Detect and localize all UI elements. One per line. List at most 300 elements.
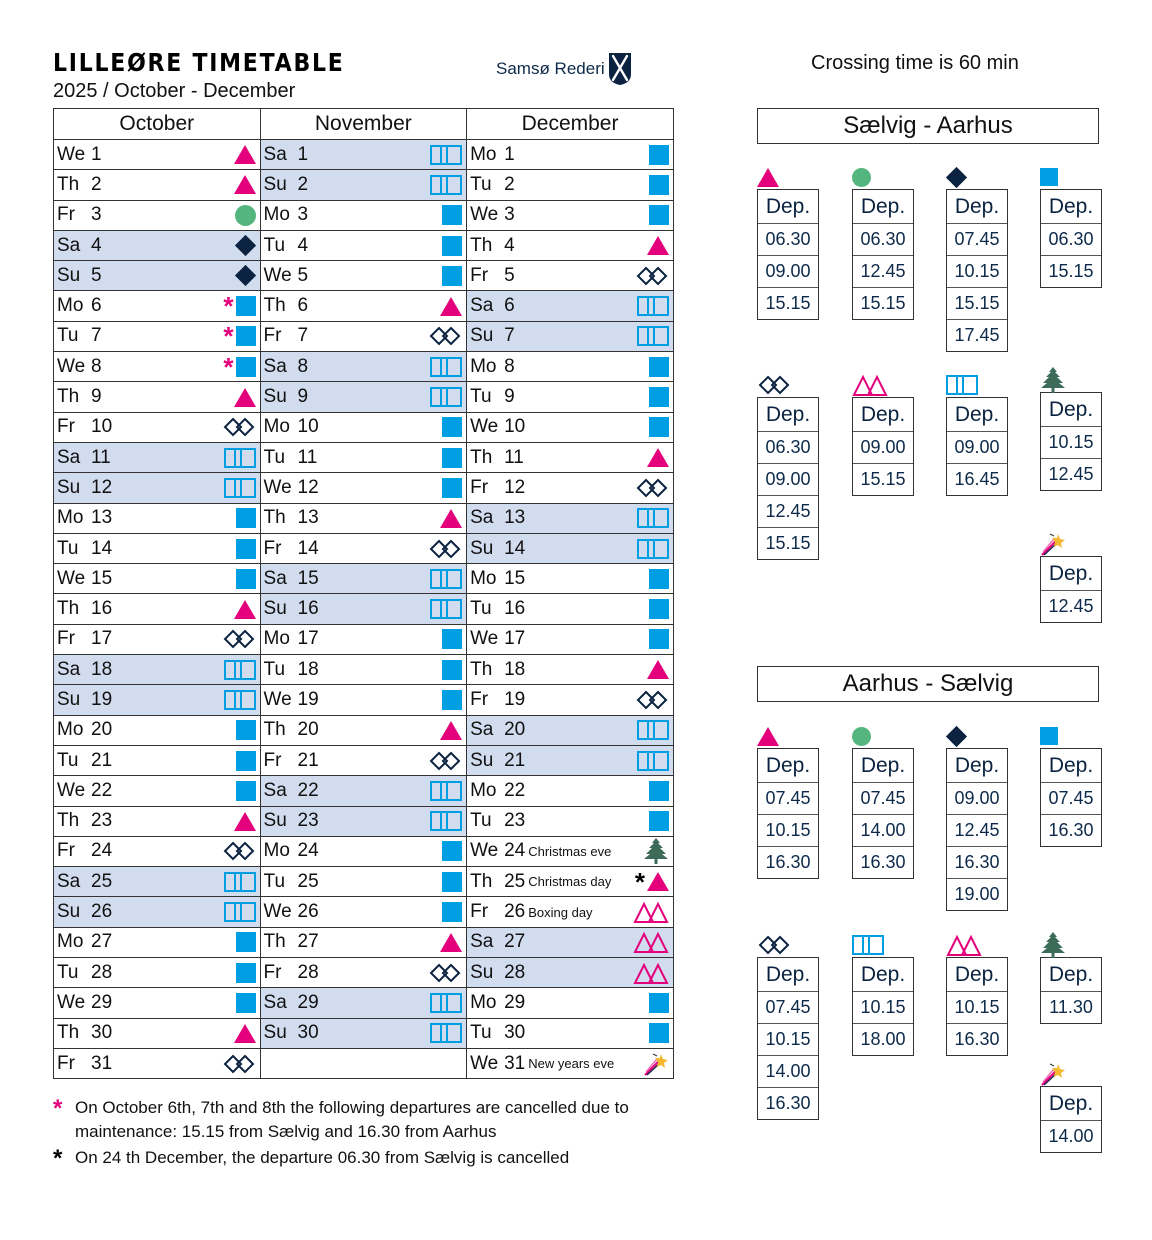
schedule-icons [442, 205, 462, 225]
calendar-row [54, 140, 674, 170]
schedule-icons [234, 388, 256, 407]
schedule-icons [637, 720, 669, 740]
logo-text: Samsø Rederi [496, 59, 605, 78]
dep-header: Dep. [1048, 754, 1094, 777]
schedule-icons [223, 291, 255, 322]
weekday-label: Su [57, 476, 81, 498]
day-number: 16 [504, 598, 526, 620]
day-cell-december-16 [467, 594, 674, 624]
schedule-icons [224, 448, 256, 468]
weekday-label: Tu [470, 386, 492, 408]
weekday-label: Su [470, 961, 494, 983]
shield-oars-icon [608, 52, 632, 86]
blue-square-icon [442, 205, 462, 225]
schedule-icons [442, 478, 462, 498]
weekday-label: Sa [57, 870, 81, 892]
schedule-icons [236, 932, 256, 952]
departure-table [1040, 189, 1102, 288]
schedule-icons [635, 478, 669, 498]
day-number: 2 [297, 173, 309, 195]
schedule-icons [442, 660, 462, 680]
double-box-outline-icon [430, 357, 462, 377]
schedule-icons [224, 660, 256, 680]
double-diamond-icon [428, 326, 462, 346]
pink-triangle-icon [757, 168, 779, 187]
schedule-icons [649, 1023, 669, 1043]
calendar-row [54, 776, 674, 806]
schedule-icons [428, 963, 462, 983]
departure-time: 15.15 [947, 287, 1007, 319]
weekday-label: Th [57, 810, 80, 832]
blue-square-icon [442, 872, 462, 892]
day-cell-november-15 [260, 564, 467, 594]
schedule-icons [236, 963, 256, 983]
pink-triangle-icon [440, 721, 462, 740]
brand-logo [496, 52, 632, 86]
schedule-icons [649, 175, 669, 195]
double-box-outline-icon [637, 539, 669, 559]
blue-square-icon [236, 963, 256, 983]
schedule-icons [223, 351, 255, 382]
schedule-icons [635, 266, 669, 286]
double-diamond-icon [222, 1054, 256, 1074]
weekday-label: Fr [263, 749, 282, 771]
departure-group-firework [1040, 532, 1100, 623]
departure-time: 19.00 [947, 878, 1007, 910]
weekday-label: Th [57, 386, 80, 408]
day-number: 20 [504, 719, 526, 741]
departure-table [757, 189, 819, 320]
day-cell-november-29 [260, 988, 467, 1018]
weekday-label: Sa [57, 446, 81, 468]
day-number: 6 [504, 295, 515, 317]
double-box-outline-icon [224, 660, 256, 680]
black-asterisk-icon: * [634, 866, 645, 897]
weekday-label: Th [470, 446, 493, 468]
green-circle-icon [235, 205, 256, 226]
day-number: 30 [297, 1022, 319, 1044]
day-cell-december-11 [467, 442, 674, 472]
blue-square-icon [649, 205, 669, 225]
departure-table [946, 957, 1008, 1056]
blue-square-icon [1040, 168, 1058, 186]
departure-time: 17.45 [947, 319, 1007, 351]
weekday-label: We [57, 779, 86, 801]
blue-square-icon [236, 781, 256, 801]
day-number: 30 [91, 1022, 113, 1044]
double-diamond-icon [222, 841, 256, 861]
day-number: 18 [504, 658, 526, 680]
departure-group-diamond [946, 165, 1006, 352]
departure-table [757, 957, 819, 1120]
day-number: 13 [297, 507, 319, 529]
calendar-row [54, 958, 674, 988]
weekday-label: We [263, 476, 292, 498]
navy-diamond-icon [946, 166, 967, 187]
schedule-icons [649, 781, 669, 801]
schedule-icons [234, 145, 256, 164]
day-cell-october-20 [54, 715, 261, 745]
day-number: 16 [91, 598, 113, 620]
day-number: 12 [297, 476, 319, 498]
navy-diamond-icon [946, 725, 967, 746]
schedule-icons [440, 509, 462, 528]
group-icon-wrap [1040, 933, 1100, 957]
departure-time: 07.45 [947, 223, 1007, 255]
group-icon-wrap [852, 165, 912, 189]
schedule-icons [637, 539, 669, 559]
day-number: 9 [504, 386, 515, 408]
departure-time: 06.30 [1041, 223, 1101, 255]
footnote-text: On October 6th, 7th and 8th the following departures are cancelled due to [75, 1098, 629, 1117]
day-cell-october-2 [54, 170, 261, 200]
dep-header: Dep. [860, 195, 906, 218]
day-number: 2 [91, 173, 102, 195]
double-diamond-icon [428, 751, 462, 771]
navy-diamond-icon [234, 235, 255, 256]
schedule-icons [430, 357, 462, 377]
weekday-label: Mo [470, 567, 497, 589]
weekday-label: Su [57, 264, 81, 286]
weekday-label: Tu [57, 961, 79, 983]
schedule-icons [224, 872, 256, 892]
schedule-icons [649, 145, 669, 165]
double-box-outline-icon [224, 690, 256, 710]
schedule-icons [643, 837, 669, 865]
day-number: 19 [91, 688, 113, 710]
double-box-outline-icon [430, 781, 462, 801]
day-number: 21 [504, 749, 526, 771]
departure-time: 12.45 [1041, 458, 1101, 490]
departure-time: 10.15 [947, 255, 1007, 287]
blue-square-icon [236, 357, 256, 377]
weekday-label: Mo [470, 779, 497, 801]
month-header-december: December [467, 109, 674, 140]
schedule-icons [430, 781, 462, 801]
departure-time: 14.00 [853, 814, 913, 846]
calendar-row [54, 321, 674, 351]
departure-table [946, 397, 1008, 496]
departure-time: 18.00 [853, 1023, 913, 1055]
day-number: 26 [297, 901, 319, 923]
group-icon-wrap [757, 373, 817, 397]
group-icon-wrap [946, 373, 1006, 397]
dep-header: Dep. [1048, 195, 1094, 218]
calendar-row [54, 533, 674, 563]
day-cell-december-13 [467, 503, 674, 533]
pink-triangle-icon [647, 448, 669, 467]
blue-square-icon [1040, 727, 1058, 745]
holiday-note: Christmas day [528, 874, 612, 890]
blue-square-icon [442, 236, 462, 256]
weekday-label: We [57, 567, 86, 589]
holiday-note: New years eve [528, 1056, 615, 1072]
day-cell-december-5 [467, 261, 674, 291]
weekday-label: Su [263, 598, 287, 620]
weekday-label: Su [470, 537, 494, 559]
route-header-saelvig-aarhus: Sælvig - Aarhus [757, 108, 1099, 144]
double-box-outline-icon [637, 751, 669, 771]
schedule-icons [637, 326, 669, 346]
day-cell-november-20 [260, 715, 467, 745]
departure-time: 09.00 [947, 431, 1007, 463]
dep-header: Dep. [860, 963, 906, 986]
month-header-october: October [54, 109, 261, 140]
group-icon-wrap [946, 724, 1006, 748]
schedule-icons [234, 1024, 256, 1043]
day-number: 15 [297, 567, 319, 589]
day-cell-october-28 [54, 958, 261, 988]
departure-group-double-triangle [946, 933, 1006, 1056]
day-cell-december-4 [467, 230, 674, 260]
blue-square-icon [236, 296, 256, 316]
day-number: 6 [91, 295, 102, 317]
day-cell-november-7 [260, 321, 467, 351]
double-triangle-outline-icon [633, 901, 669, 923]
day-number: 27 [297, 931, 319, 953]
calendar-row [54, 442, 674, 472]
day-cell-november-16 [260, 594, 467, 624]
schedule-icons [235, 205, 256, 226]
footnote-maintenance [53, 1096, 629, 1143]
departure-time: 16.30 [947, 846, 1007, 878]
day-number: 25 [91, 870, 113, 892]
day-cell-november-4 [260, 230, 467, 260]
day-cell-october-23 [54, 806, 261, 836]
weekday-label: Fr [263, 325, 282, 347]
blue-square-icon [649, 629, 669, 649]
day-number: 22 [91, 779, 113, 801]
day-number: 3 [297, 204, 309, 226]
blue-square-icon [442, 690, 462, 710]
day-number: 3 [91, 204, 102, 226]
green-circle-icon [852, 727, 871, 746]
day-cell-november-11 [260, 442, 467, 472]
day-cell-december-8 [467, 352, 674, 382]
day-number: 20 [91, 719, 113, 741]
day-number: 24 [91, 840, 113, 862]
dep-header: Dep. [954, 403, 1000, 426]
schedule-icons [430, 811, 462, 831]
navy-diamond-icon [234, 265, 255, 286]
party-popper-icon [1040, 1061, 1066, 1087]
day-cell-november-18 [260, 655, 467, 685]
pink-triangle-icon [234, 145, 256, 164]
departure-table [852, 957, 914, 1056]
dep-header: Dep. [765, 403, 811, 426]
day-cell-october-30 [54, 1018, 261, 1048]
day-number: 9 [297, 386, 309, 408]
blue-square-icon [236, 508, 256, 528]
calendar-row [54, 867, 674, 897]
departure-time: 12.45 [1041, 590, 1101, 622]
departure-time: 10.15 [853, 991, 913, 1023]
footnote-text: On 24 th December, the departure 06.30 from Sælvig is cancelled [75, 1148, 570, 1167]
double-box-outline-icon [430, 811, 462, 831]
page-title: LILLEØRE TIMETABLE [53, 48, 345, 77]
day-cell-december-15 [467, 564, 674, 594]
schedule-icons [222, 629, 256, 649]
day-cell-october-3 [54, 200, 261, 230]
dep-header: Dep. [765, 754, 811, 777]
weekday-label: Sa [470, 295, 494, 317]
day-number: 7 [297, 325, 309, 347]
blue-square-icon [236, 993, 256, 1013]
day-cell-november-25 [260, 867, 467, 897]
blue-square-icon [649, 1023, 669, 1043]
weekday-label: We [263, 688, 292, 710]
departure-time: 16.30 [758, 846, 818, 878]
day-number: 28 [91, 961, 113, 983]
weekday-label: Su [57, 688, 81, 710]
dep-header: Dep. [1048, 1092, 1094, 1115]
schedule-icons [428, 751, 462, 771]
day-number: 14 [91, 537, 113, 559]
departure-time: 15.15 [853, 287, 913, 319]
day-cell-december-2 [467, 170, 674, 200]
double-box-outline-icon [430, 1023, 462, 1043]
day-cell-october-14 [54, 533, 261, 563]
schedule-icons [643, 1051, 669, 1077]
day-cell-november-9 [260, 382, 467, 412]
blue-square-icon [649, 993, 669, 1013]
weekday-label: Th [57, 598, 80, 620]
calendar-row [54, 503, 674, 533]
departure-time: 09.00 [947, 782, 1007, 814]
double-triangle-outline-icon [633, 931, 669, 953]
pink-triangle-icon [234, 1024, 256, 1043]
day-number: 11 [504, 446, 524, 468]
double-diamond-icon [222, 417, 256, 437]
day-number: 27 [91, 931, 113, 953]
departure-group-double-box [946, 373, 1006, 496]
double-box-outline-icon [224, 872, 256, 892]
day-cell-november-24 [260, 836, 467, 866]
day-cell-october-12 [54, 473, 261, 503]
day-cell-november-13 [260, 503, 467, 533]
calendar-row [54, 594, 674, 624]
departure-group-tree [1040, 933, 1100, 1024]
departure-time: 09.00 [758, 463, 818, 495]
schedule-icons [633, 901, 669, 923]
day-number: 23 [504, 810, 526, 832]
day-number: 28 [297, 961, 319, 983]
schedule-icons [430, 599, 462, 619]
blue-square-icon [236, 751, 256, 771]
day-cell-december-6 [467, 291, 674, 321]
weekday-label: Tu [263, 870, 286, 892]
day-cell-november-22 [260, 776, 467, 806]
route-header-aarhus-saelvig: Aarhus - Sælvig [757, 666, 1099, 702]
schedule-icons [649, 993, 669, 1013]
departure-table [852, 748, 914, 879]
group-icon-wrap [852, 373, 912, 397]
double-box-outline-icon [637, 296, 669, 316]
day-cell-december-21 [467, 745, 674, 775]
day-cell-october-21 [54, 745, 261, 775]
double-box-outline-icon [637, 326, 669, 346]
weekday-label: We [57, 143, 86, 165]
day-cell-october-26 [54, 897, 261, 927]
departure-table [1040, 1086, 1102, 1153]
departure-group-square [1040, 724, 1100, 847]
double-diamond-icon [635, 266, 669, 286]
day-cell-october-18 [54, 655, 261, 685]
weekday-label: Su [470, 749, 494, 771]
departure-group-double-box [852, 933, 912, 1056]
day-number: 6 [297, 295, 309, 317]
group-icon-wrap [1040, 532, 1100, 556]
day-cell-november-30 [260, 1018, 467, 1048]
day-number: 5 [504, 264, 515, 286]
dep-header: Dep. [860, 754, 906, 777]
weekday-label: Fr [263, 537, 282, 559]
group-icon-wrap [757, 933, 817, 957]
blue-square-icon [649, 175, 669, 195]
group-icon-wrap [757, 165, 817, 189]
departure-time: 15.15 [1041, 255, 1101, 287]
weekday-label: We [470, 416, 499, 438]
day-number: 13 [504, 507, 526, 529]
christmas-tree-icon [643, 837, 669, 865]
blue-square-icon [649, 387, 669, 407]
day-cell-october-15 [54, 564, 261, 594]
departure-table [1040, 556, 1102, 623]
schedule-icons [649, 357, 669, 377]
double-diamond-icon [428, 963, 462, 983]
day-number: 23 [297, 810, 319, 832]
day-number: 17 [504, 628, 526, 650]
departure-time: 14.00 [1041, 1120, 1101, 1152]
day-cell-december-22 [467, 776, 674, 806]
schedule-icons [236, 569, 256, 589]
day-number: 18 [91, 658, 113, 680]
weekday-label: Sa [470, 507, 494, 529]
day-number: 1 [504, 143, 515, 165]
departure-time: 06.30 [758, 431, 818, 463]
schedule-icons [428, 326, 462, 346]
day-number: 10 [504, 416, 526, 438]
weekday-label: Sa [263, 143, 287, 165]
weekday-label: Sa [470, 931, 494, 953]
day-cell-december-27 [467, 927, 674, 957]
departure-table [852, 397, 914, 496]
schedule-icons [223, 321, 255, 352]
weekday-label: Fr [470, 688, 489, 710]
day-number: 8 [297, 355, 309, 377]
schedule-icons [234, 600, 256, 619]
schedule-icons [633, 962, 669, 984]
weekday-label: Mo [57, 931, 84, 953]
day-number: 30 [504, 1022, 526, 1044]
day-cell-october-7 [54, 321, 261, 351]
day-number: 1 [91, 143, 102, 165]
departure-table [1040, 392, 1102, 491]
day-cell-november-26 [260, 897, 467, 927]
departure-group-square [1040, 165, 1100, 288]
weekday-label: Th [263, 295, 286, 317]
day-number: 14 [297, 537, 319, 559]
day-cell-november-5 [260, 261, 467, 291]
weekday-label: Tu [470, 173, 492, 195]
day-number: 4 [91, 234, 102, 256]
christmas-tree-icon [1040, 366, 1066, 394]
day-cell-november-23 [260, 806, 467, 836]
day-number: 31 [504, 1052, 526, 1074]
weekday-label: Sa [263, 355, 287, 377]
day-number: 4 [297, 234, 309, 256]
day-cell-october-25 [54, 867, 261, 897]
